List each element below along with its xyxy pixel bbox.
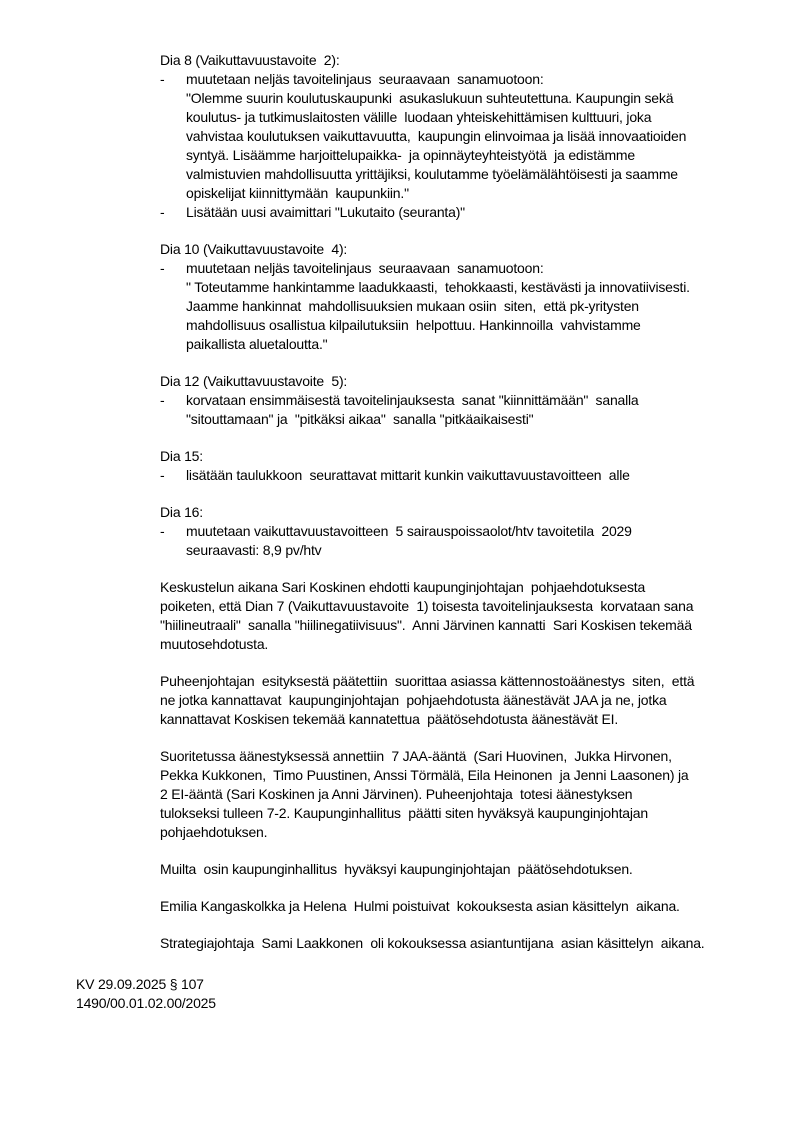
blank-line	[160, 560, 780, 578]
bullet-dash: -	[160, 204, 165, 220]
dia-heading: Dia 16:	[160, 504, 203, 520]
bullet-text: muutetaan neljäs tavoitelinjaus seuraavaan sanamuotoon:	[186, 71, 544, 87]
paragraph-line: Strategiajohtaja Sami Laakkonen oli kokouksessa asiantuntijana asian käsittelyn aikana.	[160, 935, 705, 951]
bullet-text: muutetaan vaikuttavuustavoitteen 5 sairauspoissaolot/htv tavoitetila 2029	[186, 523, 632, 539]
bullet-dash: -	[160, 467, 165, 483]
dia-heading: Dia 8 (Vaikuttavuustavoite 2):	[160, 52, 340, 68]
bullet-dash: -	[160, 392, 165, 408]
quote-line: "Olemme suurin koulutuskaupunki asukaslukuun suhteutettuna. Kaupungin sekä	[186, 90, 674, 106]
footer-case-number: 1490/00.01.02.00/2025	[76, 995, 216, 1011]
bullet-continuation-line: seuraavasti: 8,9 pv/htv	[186, 542, 322, 558]
quote-line: opiskelijat kiinnittymään kaupunkiin."	[186, 185, 409, 201]
paragraph-line: Keskustelun aikana Sari Koskinen ehdotti kaupunginjohtajan pohjaehdotuksesta	[160, 579, 646, 595]
bullet-dash: -	[160, 260, 165, 276]
paragraph-line: Suoritetussa äänestyksessä annettiin 7 JAA-ääntä (Sari Huovinen, Jukka Hirvonen,	[160, 748, 672, 764]
quote-line: paikallista aluetaloutta."	[186, 336, 328, 352]
bullet-text: korvataan ensimmäisestä tavoitelinjauksesta sanat "kiinnittämään" sanalla	[186, 392, 639, 408]
paragraph-line: kannattavat Koskisen tekemää kannatettua päätösehdotusta äänestävät EI.	[160, 711, 619, 727]
bullet-text: lisätään taulukkoon seurattavat mittarit kunkin vaikuttavuustavoitteen alle	[186, 467, 630, 483]
bullet-continuation-line: "sitouttamaan" ja "pitkäksi aikaa" sanalla "pitkäaikaisesti"	[186, 411, 534, 427]
bullet-item	[160, 391, 780, 410]
paragraph-line: ne jotka kannattavat kaupunginjohtajan pohjaehdotusta äänestävät JAA ja ne, jotka	[160, 692, 667, 708]
doc-body	[160, 51, 780, 953]
bullet-item	[160, 259, 780, 278]
blank-line	[160, 429, 780, 447]
bullet-item	[160, 203, 780, 222]
paragraph-line: tulokseksi tulleen 7-2. Kaupunginhallitus päätti siten hyväksyä kaupunginjohtajan	[160, 805, 648, 821]
blank-line	[160, 729, 780, 747]
quote-line: vahvistaa koulutuksen vaikuttavuutta, kaupungin elinvoimaa ja lisää innovaatioiden	[186, 128, 687, 144]
paragraph-line: Emilia Kangaskolkka ja Helena Hulmi poistuivat kokouksesta asian käsittelyn aikana.	[160, 898, 680, 914]
paragraph-line: 2 EI-ääntä (Sari Koskinen ja Anni Järvinen). Puheenjohtaja totesi äänestyksen	[160, 786, 633, 802]
dia-heading: Dia 15:	[160, 448, 203, 464]
blank-line	[160, 354, 780, 372]
quote-line: " Toteutamme hankintamme laadukkaasti, tehokkaasti, kestävästi ja innovatiivisesti.	[186, 279, 690, 295]
bullet-item	[160, 522, 780, 541]
blank-line	[160, 485, 780, 503]
paragraph-line: Muilta osin kaupunginhallitus hyväksyi kaupunginjohtajan päätösehdotuksen.	[160, 861, 633, 877]
footer-reference	[76, 975, 216, 1013]
paragraph-line: poiketen, että Dian 7 (Vaikuttavuustavoite 1) toisesta tavoitelinjauksesta korvataan sana	[160, 598, 694, 614]
paragraph-line: "hiilineutraali" sanalla "hiilinegatiivisuus". Anni Järvinen kannatti Sari Koskisen tekemää	[160, 617, 692, 633]
blank-line	[160, 879, 780, 897]
bullet-text: muutetaan neljäs tavoitelinjaus seuraavaan sanamuotoon:	[186, 260, 544, 276]
quote-line: mahdollisuus osallistua kilpailutuksiin helpottuu. Hankinnoilla vahvistamme	[186, 317, 641, 333]
bullet-item	[160, 70, 780, 89]
paragraph-line: muutosehdotusta.	[160, 636, 269, 652]
quote-line: koulutus- ja tutkimuslaitosten välille luodaan yhteiskehittämisen kulttuuri, joka	[186, 109, 652, 125]
footer-decision-reference: KV 29.09.2025 § 107	[76, 976, 204, 992]
bullet-text: Lisätään uusi avaimittari "Lukutaito (seuranta)"	[186, 204, 465, 220]
paragraph-line: Puheenjohtajan esityksestä päätettiin suorittaa asiassa kättennostoäänestys siten, että	[160, 673, 695, 689]
blank-line	[160, 916, 780, 934]
paragraph-line: pohjaehdotuksen.	[160, 824, 268, 840]
paragraph-line: Pekka Kukkonen, Timo Puustinen, Anssi Törmälä, Eila Heinonen ja Jenni Laasonen) ja	[160, 767, 689, 783]
quote-line: syntyä. Lisäämme harjoittelupaikka- ja opinnäyteyhteistyötä ja edistämme	[186, 147, 635, 163]
quote-line: valmistuvien mahdollisuutta yrittäjiksi, koulutamme työelämälähtöisesti ja saamme	[186, 166, 678, 182]
dia-heading: Dia 10 (Vaikuttavuustavoite 4):	[160, 241, 348, 257]
bullet-dash: -	[160, 71, 165, 87]
blank-line	[160, 842, 780, 860]
quote-line: Jaamme hankinnat mahdollisuuksien mukaan osiin siten, että pk-yritysten	[186, 298, 639, 314]
blank-line	[160, 654, 780, 672]
dia-heading: Dia 12 (Vaikuttavuustavoite 5):	[160, 373, 348, 389]
blank-line	[160, 222, 780, 240]
bullet-item	[160, 466, 780, 485]
bullet-dash: -	[160, 523, 165, 539]
